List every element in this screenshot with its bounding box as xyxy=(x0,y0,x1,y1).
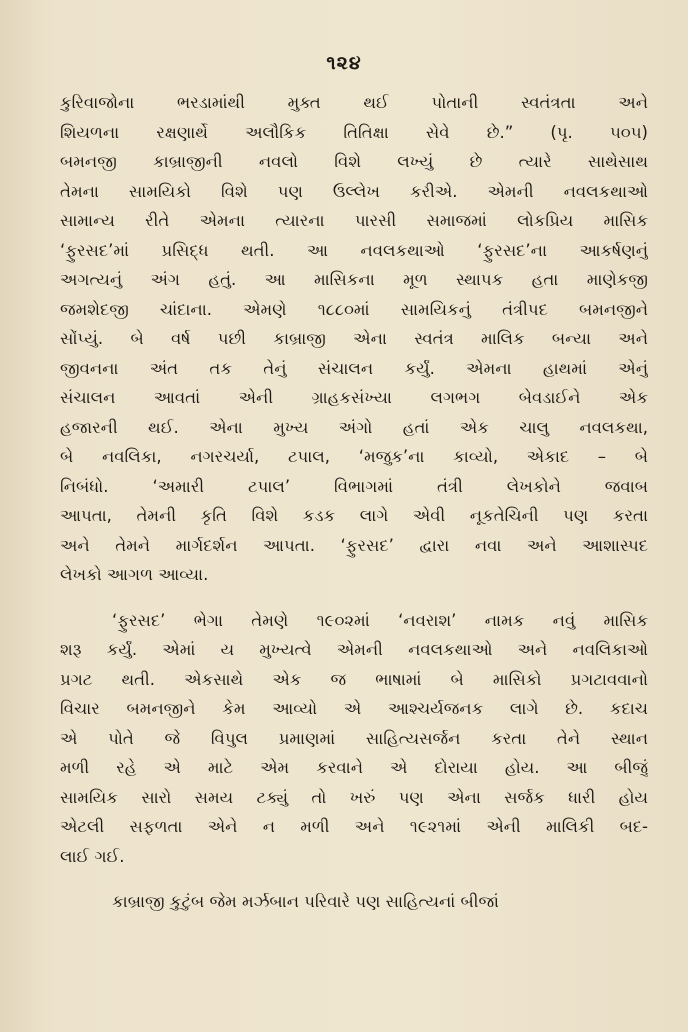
paragraph xyxy=(60,887,648,917)
text-line: કાબ્રાજી કુટુંબ જેમ મર્ઝબાન પરિવારે પણ સાહિત્યનાં બીજાં xyxy=(112,892,499,911)
text-line: બમનજી કાબ્રાજીની નવલો વિશે લખ્યું છે ત્યારે સાથેસાથ xyxy=(60,152,648,171)
text-line: લાઈ ગઈ. xyxy=(60,846,125,866)
text-line: સામયિક સારો સમય ટક્યું તો ખરું પણ એના સર્જક ધારી હોય xyxy=(60,787,648,807)
text-line: શિયળના રક્ષણાર્થે અલૌકિક તિતિક્ષા સેવે છે.” (પૃ. ૫૦૫) xyxy=(60,122,648,142)
text-line: સંચાલન આવતાં એની ગ્રાહકસંખ્યા લગભગ બેવડાઈને એક xyxy=(60,388,648,407)
text-line: તેમના સામયિકો વિશે પણ ઉલ્લેખ કરીએ. એમની નવલકથાઓ xyxy=(60,181,648,201)
text-line: પ્રગટ થતી. એકસાથે એક જ ભાષામાં બે માસિકો પ્રગટાવવાનો xyxy=(60,669,648,689)
paragraph xyxy=(60,606,648,872)
page-number: ૧૨૪ xyxy=(326,52,362,74)
text-line: સોંપ્યું. બે વર્ષ પછી કાબ્રાજી એના સ્વતંત્ર માલિક બન્યા અને xyxy=(60,329,648,348)
text-line: ‘ફુરસદ’માં પ્રસિદ્ધ થતી. આ નવલકથાઓ ‘ફુરસદ’ના આકર્ષણનું xyxy=(60,240,648,260)
text-line: અને તેમને માર્ગદર્શન આપતા. ‘ફુરસદ’ દ્વારા નવા અને આશાસ્પદ xyxy=(60,535,648,555)
text-line: કુરિવાજોના ભરડામાંથી મુક્ત થઈ પોતાની સ્વતંત્રતા અને xyxy=(60,93,648,112)
text-line: ‘ફુરસદ’ ભેગા તેમણે ૧૯૦૨માં ‘નવરાશ’ નામક નવું માસિક xyxy=(112,610,648,630)
text-line: એટલી સફળતા એને ન મળી અને ૧૯૨૧માં એની માલિકી બદ- xyxy=(60,817,648,836)
body-text xyxy=(60,88,648,933)
text-line: જીવનના અંત તક તેનું સંચાલન કર્યું. એમના હાથમાં એનું xyxy=(60,358,648,378)
text-line: મળી રહે એ માટે એમ કરવાને એ દોરાયા હોય. આ બીજું xyxy=(60,758,648,777)
text-line: જમશેદજી ચાંદાના. એમણે ૧૮૮૦માં સામયિકનું તંત્રીપદ બમનજીને xyxy=(60,299,648,319)
text-line: એ પોતે જે વિપુલ પ્રમાણમાં સાહિત્યસર્જન કરતા તેને સ્થાન xyxy=(60,728,648,748)
paragraph xyxy=(60,88,648,590)
text-line: નિબંધો. ‘અમારી ટપાલ’ વિભાગમાં તંત્રી લેખકોને જવાબ xyxy=(60,476,648,496)
text-line: લેખકો આગળ આવ્યા. xyxy=(60,565,209,584)
text-line: આપતા, તેમની કૃતિ વિશે કડક લાગે એવી નૂકતેચિની પણ કરતા xyxy=(60,506,648,525)
text-line: સામાન્ય રીતે એમના ત્યારના પારસી સમાજમાં લોકપ્રિય માસિક xyxy=(60,211,648,230)
text-line: બે નવલિકા, નગરચર્યા, ટપાલ, ‘મજુક’ના કાવ્યો, એકાદ – બે xyxy=(60,447,648,466)
text-line: અગત્યનું અંગ હતું. આ માસિકના મૂળ સ્થાપક હતા માણેકજી xyxy=(60,270,648,289)
text-line: વિચાર બમનજીને કેમ આવ્યો એ આશ્ચર્યજનક લાગે છે. કદાચ xyxy=(60,699,648,718)
text-line: શરૂ કર્યું. એમાં ય મુખ્યત્વે એમની નવલકથાઓ અને નવલિકાઓ xyxy=(60,640,648,659)
text-line: હજારની થઈ. એના મુખ્ય અંગો હતાં એક ચાલુ નવલકથા, xyxy=(60,417,648,437)
